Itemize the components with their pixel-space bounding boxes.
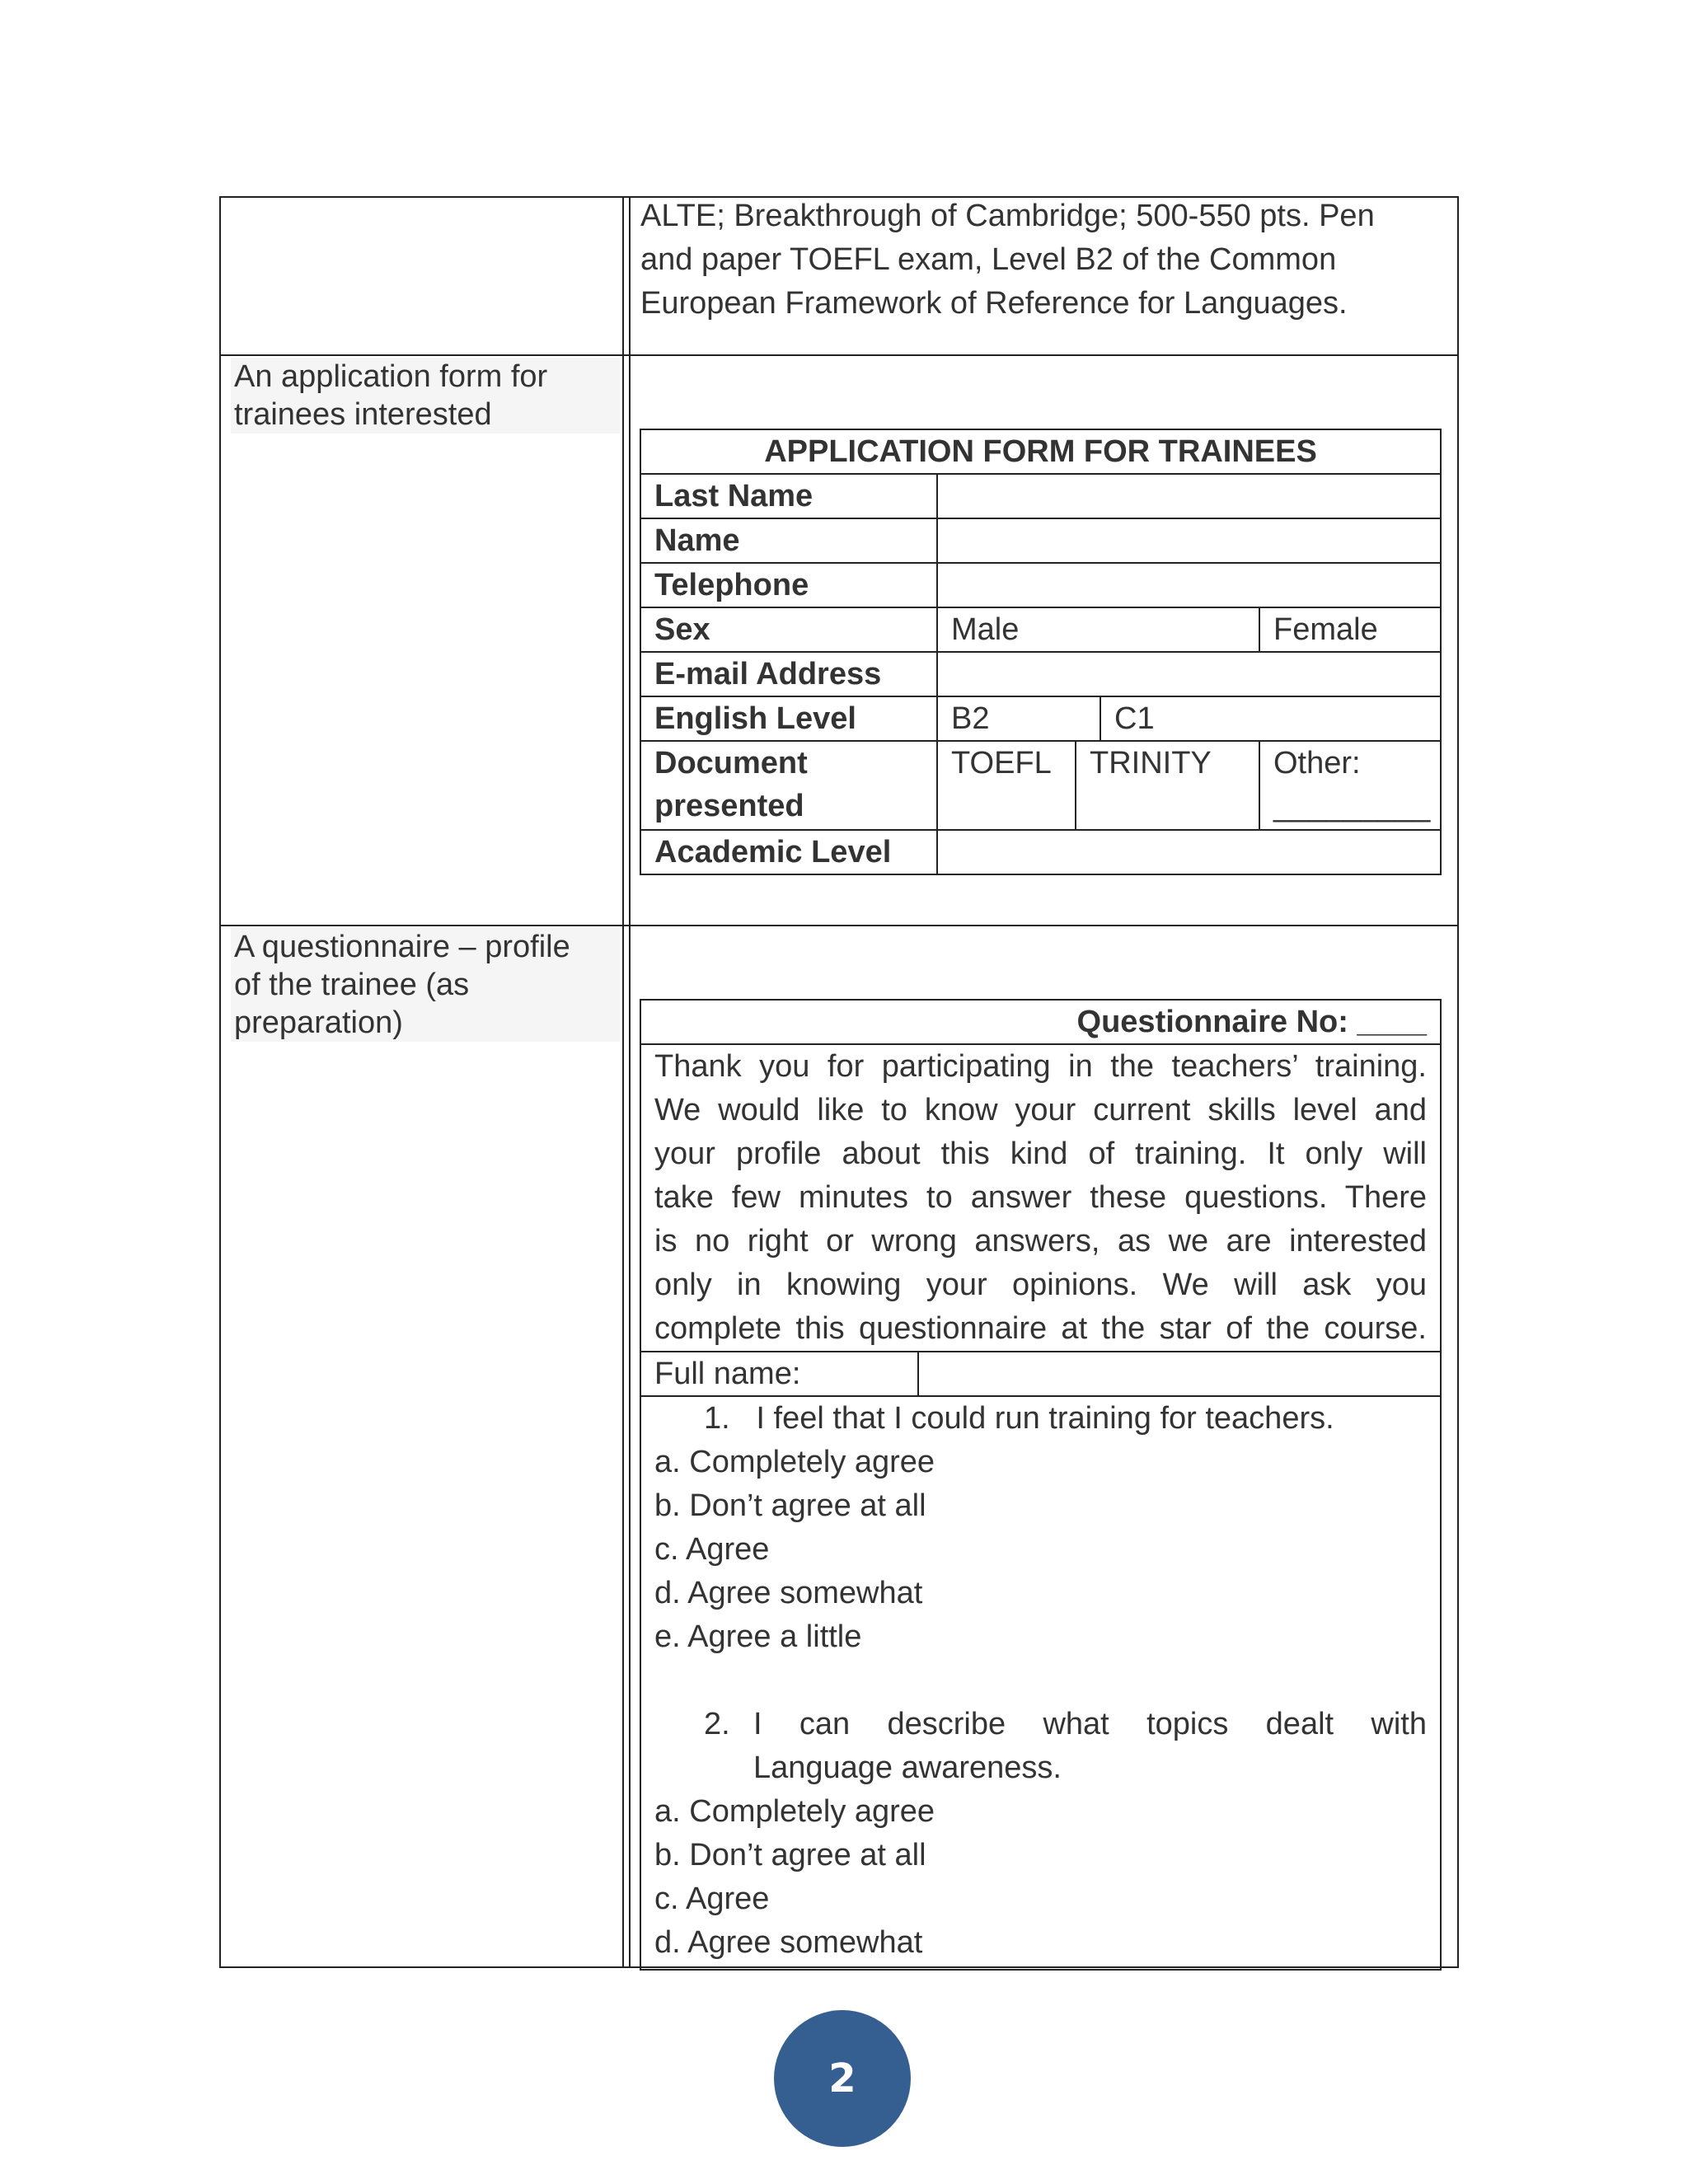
row3-label-line: preparation): [234, 1005, 403, 1040]
row-divider-2: [219, 925, 1459, 926]
academic-level-label: Academic Level: [640, 830, 937, 874]
intro-line: We would like to know your current skills level and: [654, 1093, 1427, 1127]
question-2-text: [753, 1703, 1427, 1790]
english-level-label: English Level: [640, 696, 937, 741]
q2-option[interactable]: b. Don’t agree at all: [654, 1838, 926, 1872]
q1-option[interactable]: a. Completely agree: [654, 1445, 935, 1479]
full-name-field[interactable]: [918, 1352, 1441, 1396]
document-other-label: Other:: [1273, 746, 1361, 780]
spacer: [654, 1659, 1427, 1703]
question-1-text: I feel that I could run training for teachers.: [756, 1401, 1334, 1436]
intro-line: is no right or wrong answers, as we are interested: [654, 1224, 1427, 1258]
outer-column-divider: [622, 196, 624, 1968]
row2-description: [231, 358, 620, 434]
last-name-label: Last Name: [640, 474, 937, 518]
question-1: [654, 1397, 1427, 1441]
last-name-field[interactable]: [937, 474, 1441, 518]
form-title: APPLICATION FORM FOR TRAINEES: [640, 429, 1441, 474]
document-label-line: presented: [654, 789, 804, 823]
q1-option[interactable]: d. Agree somewhat: [654, 1576, 923, 1610]
q2-option[interactable]: d. Agree somewhat: [654, 1925, 923, 1960]
q1-option[interactable]: c. Agree: [654, 1532, 770, 1567]
row3-label-line: A questionnaire – profile: [234, 930, 570, 964]
english-level-b2-option[interactable]: B2: [937, 696, 1100, 741]
email-field[interactable]: [937, 652, 1441, 696]
academic-level-field[interactable]: [937, 830, 1441, 874]
page-number-badge: 2: [774, 2010, 911, 2147]
outer-column-divider-double: [629, 196, 631, 1968]
question-2-line: I can describe what topics dealt with: [753, 1707, 1427, 1741]
row-divider-1: [219, 354, 1459, 356]
questionnaire-intro: [640, 1044, 1441, 1352]
question-2-number: 2.: [704, 1707, 730, 1741]
telephone-field[interactable]: [937, 563, 1441, 607]
question-2: [654, 1703, 1427, 1790]
row1-line: ALTE; Breakthrough of Cambridge; 500-550 pts. Pen: [640, 199, 1375, 233]
document-toefl-option[interactable]: TOEFL: [937, 741, 1076, 830]
sex-label: Sex: [640, 607, 937, 652]
row1-line: European Framework of Reference for Languages.: [640, 286, 1348, 321]
questionnaire-number: Questionnaire No: ____: [640, 1000, 1441, 1044]
question-1-number: 1.: [704, 1401, 730, 1436]
row3-description: [231, 928, 620, 1042]
row2-label-line: An application form for: [234, 359, 548, 394]
questions-section: [640, 1396, 1441, 1970]
row2-label-line: trainees interested: [234, 397, 492, 432]
name-field[interactable]: [937, 518, 1441, 563]
q2-option[interactable]: c. Agree: [654, 1882, 770, 1916]
row3-label-line: of the trainee (as: [234, 968, 470, 1002]
application-form-table: [640, 429, 1442, 875]
telephone-label: Telephone: [640, 563, 937, 607]
question-2-line: Language awareness.: [753, 1750, 1062, 1785]
document-presented-label: [640, 741, 937, 830]
document-trinity-option[interactable]: TRINITY: [1076, 741, 1259, 830]
q1-option[interactable]: e. Agree a little: [654, 1619, 862, 1654]
document-other-blank[interactable]: _________: [1273, 789, 1431, 823]
intro-line: only in knowing your opinions. We will ask you: [654, 1268, 1427, 1302]
sex-male-option[interactable]: Male: [937, 607, 1259, 652]
intro-line: take few minutes to answer these questions. There: [654, 1180, 1427, 1215]
name-label: Name: [640, 518, 937, 563]
row1-requirements-text: [640, 194, 1448, 326]
intro-line: Thank you for participating in the teachers’ training.: [654, 1049, 1427, 1084]
q1-option[interactable]: b. Don’t agree at all: [654, 1488, 926, 1523]
q2-option[interactable]: a. Completely agree: [654, 1794, 935, 1829]
questionnaire-table: [640, 999, 1442, 1971]
full-name-label: Full name:: [640, 1352, 918, 1396]
row1-line: and paper TOEFL exam, Level B2 of the Common: [640, 242, 1337, 277]
email-label: E-mail Address: [640, 652, 937, 696]
sex-female-option[interactable]: Female: [1259, 607, 1441, 652]
document-other-option[interactable]: [1259, 741, 1441, 830]
intro-line: complete this questionnaire at the star of the course.: [654, 1311, 1427, 1346]
intro-line: your profile about this kind of training. It only will: [654, 1137, 1427, 1171]
english-level-c1-option[interactable]: C1: [1100, 696, 1441, 741]
document-label-line: Document: [654, 746, 808, 780]
